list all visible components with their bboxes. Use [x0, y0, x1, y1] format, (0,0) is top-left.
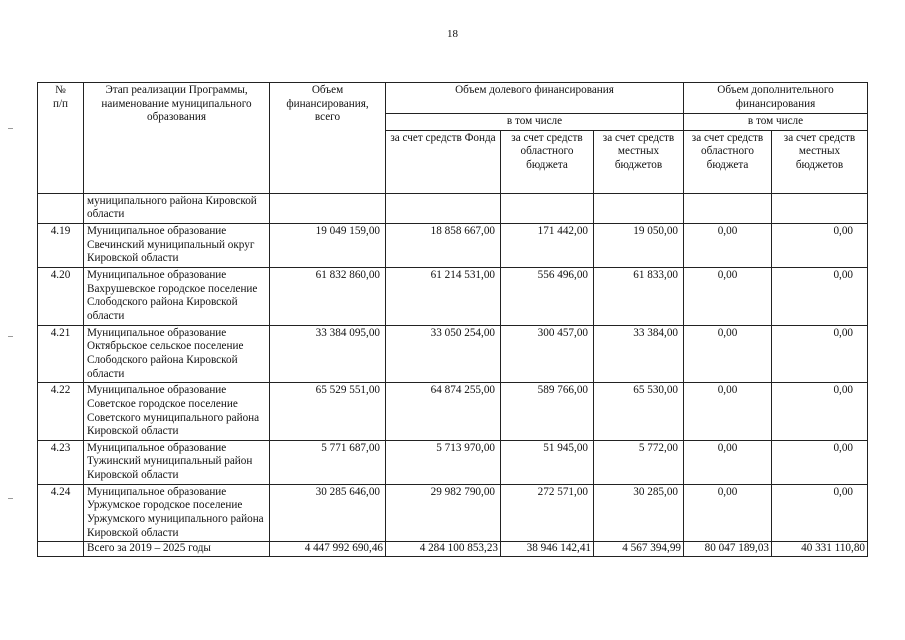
total-sum: 4 447 992 690,46 — [270, 542, 386, 557]
header-including-shared: в том числе — [386, 114, 684, 131]
cell-add-regional: 0,00 — [684, 383, 772, 441]
table-row — [38, 325, 868, 383]
cell-fund: 18 858 667,00 — [386, 223, 501, 267]
cell-add-regional: 0,00 — [684, 223, 772, 267]
cell-index: 4.23 — [38, 440, 84, 484]
financing-table — [37, 82, 868, 557]
cell-total: 19 049 159,00 — [270, 223, 386, 267]
page-number: 18 — [447, 28, 458, 40]
header-total: Объем финансирования, всего — [270, 83, 386, 194]
cell-add-local: 0,00 — [772, 383, 868, 441]
total-label: Всего за 2019 – 2025 годы — [84, 542, 270, 557]
cell-local: 19 050,00 — [594, 223, 684, 267]
table-row — [38, 383, 868, 441]
cell-regional: 589 766,00 — [501, 383, 594, 441]
cell-total: 61 832 860,00 — [270, 267, 386, 325]
cell-total: 65 529 551,00 — [270, 383, 386, 441]
cell-index: 4.20 — [38, 267, 84, 325]
cell-index: 4.22 — [38, 383, 84, 441]
cell-fund — [386, 193, 501, 223]
cell-add-regional: 0,00 — [684, 440, 772, 484]
header-index: № п/п — [38, 83, 84, 194]
header-add-regional: за счет средств областного бюджета — [684, 130, 772, 193]
cell-total: 33 384 095,00 — [270, 325, 386, 383]
table-row — [38, 267, 868, 325]
table-row — [38, 484, 868, 542]
cell-name: муниципального района Кировской области — [84, 193, 270, 223]
cell-add-regional: 0,00 — [684, 267, 772, 325]
cell-add-regional — [684, 193, 772, 223]
cell-fund: 33 050 254,00 — [386, 325, 501, 383]
cell-name: Муниципальное образование Октябрьское сельское поселение Слободского района Кировской области — [84, 325, 270, 383]
cell-regional: 272 571,00 — [501, 484, 594, 542]
cell-total: 5 771 687,00 — [270, 440, 386, 484]
cell-local: 30 285,00 — [594, 484, 684, 542]
cell-add-local: 0,00 — [772, 484, 868, 542]
cell-index: 4.21 — [38, 325, 84, 383]
cell-local: 5 772,00 — [594, 440, 684, 484]
cell-name: Муниципальное образование Тужинский муниципальный район Кировской области — [84, 440, 270, 484]
cell-add-local: 0,00 — [772, 440, 868, 484]
total-row — [38, 542, 868, 557]
cell-fund: 5 713 970,00 — [386, 440, 501, 484]
cell-name: Муниципальное образование Советское городское поселение Советского муниципального района Кировской области — [84, 383, 270, 441]
continuation-row — [38, 193, 868, 223]
total-fund: 4 284 100 853,23 — [386, 542, 501, 557]
cell-local: 33 384,00 — [594, 325, 684, 383]
cell-fund: 29 982 790,00 — [386, 484, 501, 542]
cell-index: 4.19 — [38, 223, 84, 267]
header-add-local: за счет средств местных бюджетов — [772, 130, 868, 193]
cell-fund: 64 874 255,00 — [386, 383, 501, 441]
cell-name: Муниципальное образование Свечинский муниципальный округ Кировской области — [84, 223, 270, 267]
total-regional: 38 946 142,41 — [501, 542, 594, 557]
cell-fund: 61 214 531,00 — [386, 267, 501, 325]
margin-mark — [8, 128, 13, 129]
cell-local — [594, 193, 684, 223]
table-row — [38, 223, 868, 267]
cell-name: Муниципальное образование Вахрушевское городское поселение Слободского района Кировской области — [84, 267, 270, 325]
table-row — [38, 440, 868, 484]
cell-add-local: 0,00 — [772, 325, 868, 383]
cell-add-local: 0,00 — [772, 267, 868, 325]
header-stage: Этап реализации Программы, наименование муниципального образования — [84, 83, 270, 194]
total-add-local: 40 331 110,80 — [772, 542, 868, 557]
cell-name: Муниципальное образование Уржумское городское поселение Уржумского муниципального района Кировской области — [84, 484, 270, 542]
cell-regional: 51 945,00 — [501, 440, 594, 484]
header-row-1 — [38, 83, 868, 114]
header-shared: Объем долевого финансирования — [386, 83, 684, 114]
cell-total — [270, 193, 386, 223]
cell-regional: 300 457,00 — [501, 325, 594, 383]
cell-add-local — [772, 193, 868, 223]
margin-mark — [8, 498, 13, 499]
cell-total: 30 285 646,00 — [270, 484, 386, 542]
header-additional: Объем дополнительного финансирования — [684, 83, 868, 114]
cell-add-local: 0,00 — [772, 223, 868, 267]
cell-local: 65 530,00 — [594, 383, 684, 441]
cell-index — [38, 193, 84, 223]
cell-index — [38, 542, 84, 557]
margin-mark — [8, 336, 13, 337]
total-local: 4 567 394,99 — [594, 542, 684, 557]
cell-regional: 556 496,00 — [501, 267, 594, 325]
cell-index: 4.24 — [38, 484, 84, 542]
header-fund: за счет средств Фонда — [386, 130, 501, 193]
header-regional: за счет средств областного бюджета — [501, 130, 594, 193]
cell-local: 61 833,00 — [594, 267, 684, 325]
cell-regional: 171 442,00 — [501, 223, 594, 267]
cell-add-regional: 0,00 — [684, 325, 772, 383]
header-local: за счет средств местных бюджетов — [594, 130, 684, 193]
cell-regional — [501, 193, 594, 223]
cell-add-regional: 0,00 — [684, 484, 772, 542]
total-add-regional: 80 047 189,03 — [684, 542, 772, 557]
header-including-additional: в том числе — [684, 114, 868, 131]
